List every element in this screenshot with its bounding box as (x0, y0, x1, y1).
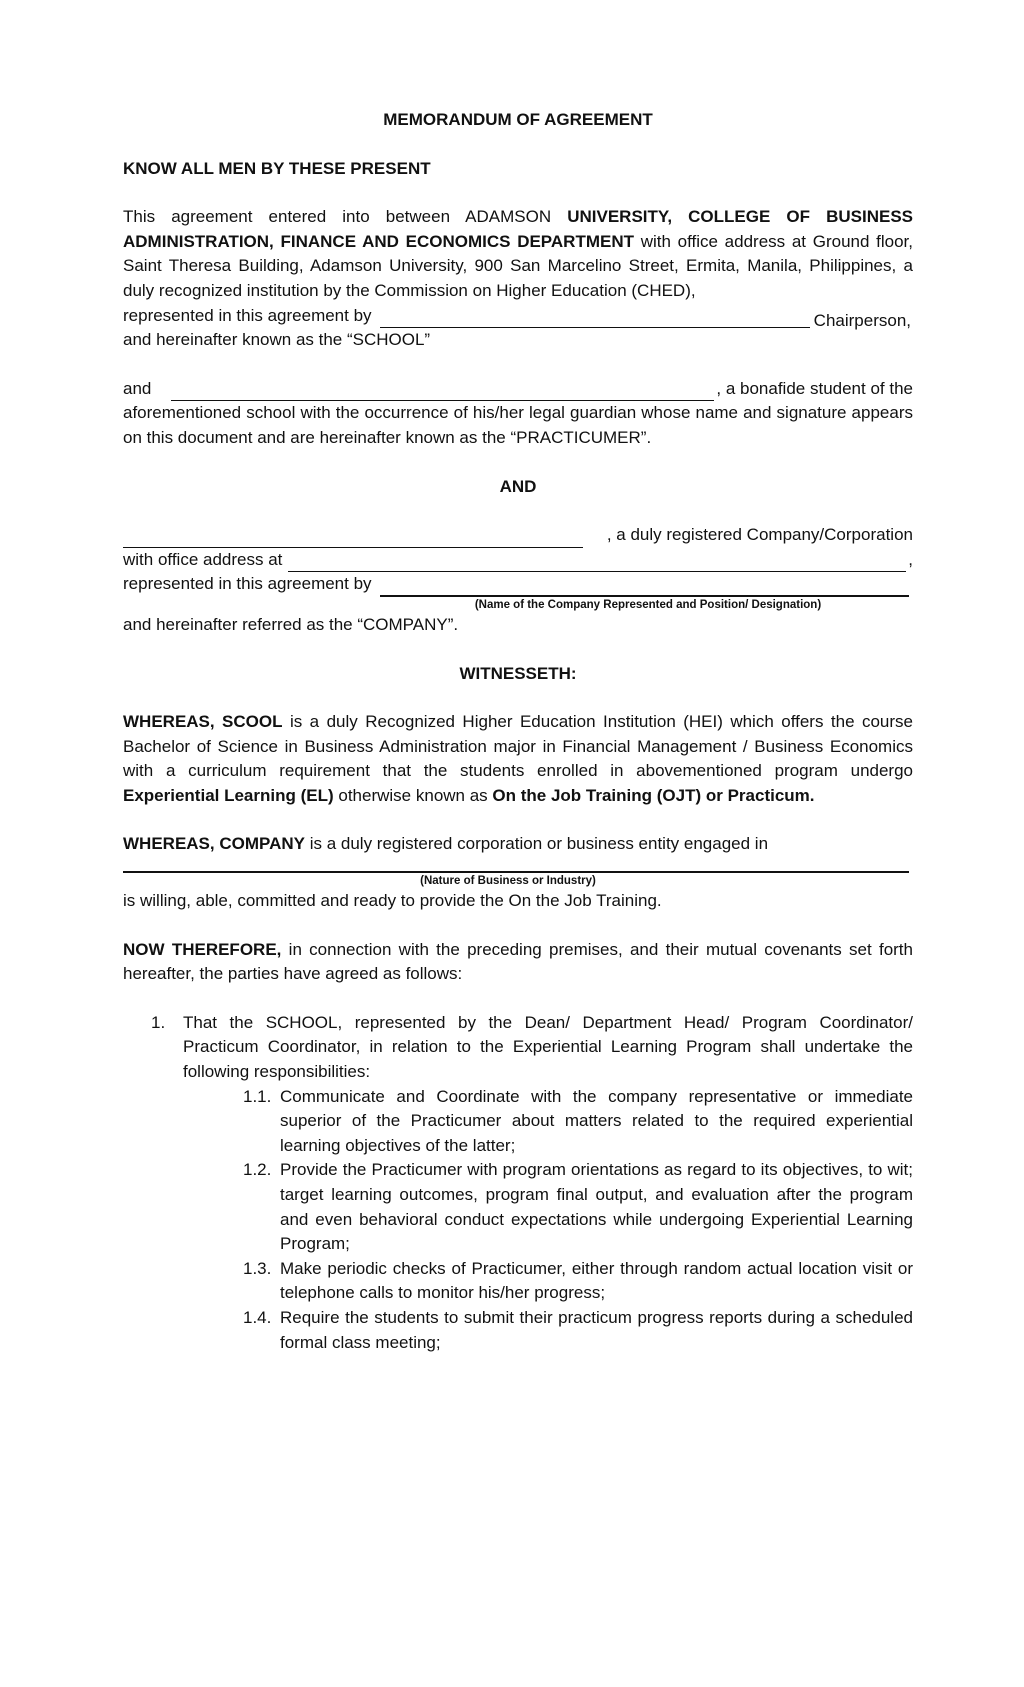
school-paragraph (123, 205, 913, 303)
document-page (123, 108, 913, 1355)
now-therefore-paragraph (123, 938, 913, 987)
practicumer-paragraph: aforementioned school with the occurrence of his/her legal guardian whose name and signature appears on this document and are hereinafter known as the “PRACTICUMER”. (123, 403, 913, 447)
know-all-heading: KNOW ALL MEN BY THESE PRESENT (123, 158, 431, 178)
sub-list-item (123, 1306, 913, 1355)
sub-list-item (123, 1158, 913, 1256)
office-address-label: with office address at (123, 549, 283, 569)
chairperson-line (123, 304, 913, 329)
student-name-blank[interactable] (171, 384, 714, 401)
sub-list-item (123, 1257, 913, 1306)
business-nature-caption: (Nature of Business or Industry) (420, 875, 596, 888)
otherwise-known-text: otherwise known as (333, 785, 493, 805)
chairperson-label: Chairperson, (810, 309, 911, 334)
school-intro-text: This agreement entered into between ADAMSON (123, 207, 568, 227)
company-name-blank[interactable] (123, 531, 583, 548)
school-name: UNIVERSITY, COLLEGE OF BUSINESS ADMINISTRATION, FINANCE AND ECONOMICS DEPARTMENT (123, 207, 913, 251)
willing-text: is willing, able, committed and ready to provide the On the Job Training. (123, 891, 662, 911)
company-address-blank[interactable] (288, 555, 906, 572)
witnesseth-heading: WITNESSETH: (459, 663, 577, 683)
company-represented-label: represented in this agreement by (123, 574, 372, 594)
company-rep-blank[interactable] (380, 579, 909, 597)
sub-list-number: 1.2. (243, 1160, 272, 1180)
company-address-line (123, 548, 913, 573)
registered-text: , a duly registered Company/Corporation (606, 525, 913, 545)
list-item-text: That the SCHOOL, represented by the Dean/ Department Head/ Program Coordinator/ Practicum Coordinator, in relation to the Experiential Learning Program shall undertake the following responsibilities: (183, 1012, 913, 1082)
company-rep-caption: (Name of the Company Represented and Position/ Designation) (474, 598, 822, 611)
whereas-school-text: is a duly Recognized Higher Education Institution (HEI) which offers the course Bachelor of Science in Business Administration major in Financial Management / Business Economics with a curriculum requirement that the students enrolled in abovementioned program undergo (123, 712, 913, 781)
whereas-company-label: WHEREAS, COMPANY (123, 834, 305, 854)
obligations-list (123, 1011, 913, 1355)
now-therefore-text: in connection with the preceding premises, and their mutual covenants set forth hereafter, the parties have agreed as follows: (123, 939, 913, 984)
sub-list-number: 1.4. (243, 1307, 272, 1327)
comma-text: , (908, 549, 913, 569)
sub-list-text: Provide the Practicumer with program orientations as regard to its objectives, to wit; target learning outcomes, program final output, and evaluation after the program and even behavioral conduct expectations while undergoing Experiential Learning Program; (280, 1160, 913, 1254)
ojt-term: On the Job Training (OJT) or Practicum. (492, 785, 815, 805)
company-referred: and hereinafter referred as the “COMPANY”. (123, 614, 459, 634)
document-title: MEMORANDUM OF AGREEMENT (383, 110, 653, 129)
and-heading: AND (499, 476, 537, 496)
sub-list-text: Make periodic checks of Practicumer, either through random actual location visit or telephone calls to monitor his/her progress; (280, 1258, 913, 1303)
company-line (123, 523, 913, 548)
school-known-as: and hereinafter known as the “SCHOOL” (123, 330, 431, 350)
whereas-school-label: WHEREAS, SCOOL (123, 712, 283, 732)
business-nature-blank[interactable] (123, 855, 909, 873)
whereas-school-paragraph (123, 710, 913, 808)
now-therefore-label: NOW THEREFORE, (123, 939, 282, 959)
list-number: 1. (151, 1012, 166, 1032)
whereas-company-line (123, 832, 913, 857)
chairperson-blank[interactable] (380, 311, 911, 328)
business-line (123, 857, 913, 873)
sub-list-item (123, 1085, 913, 1159)
bonafide-text: , a bonafide student of the (716, 378, 913, 398)
sub-list-text: Communicate and Coordinate with the company representative or immediate superior of the Practicumer about matters related to the required experiential learning objectives of the latter; (280, 1086, 913, 1155)
student-line (123, 377, 913, 402)
sub-list-text: Require the students to submit their practicum progress reports during a scheduled formal class meeting; (280, 1307, 913, 1352)
school-address-text: with office address at Ground floor, Saint Theresa Building, Adamson University, 900 San Marcelino Street, Ermita, Manila, Philippines, a duly recognized institution by the Commission on Higher Education (CHED), (123, 231, 913, 300)
sub-list-number: 1.1. (243, 1086, 272, 1106)
list-item (123, 1011, 913, 1085)
sub-list-number: 1.3. (243, 1258, 272, 1278)
and-label: and (123, 378, 152, 398)
whereas-company-text: is a duly registered corporation or business entity engaged in (304, 834, 769, 854)
experiential-learning-term: Experiential Learning (EL) (123, 785, 334, 805)
represented-label: represented in this agreement by (123, 305, 372, 325)
company-rep-line (123, 572, 913, 597)
